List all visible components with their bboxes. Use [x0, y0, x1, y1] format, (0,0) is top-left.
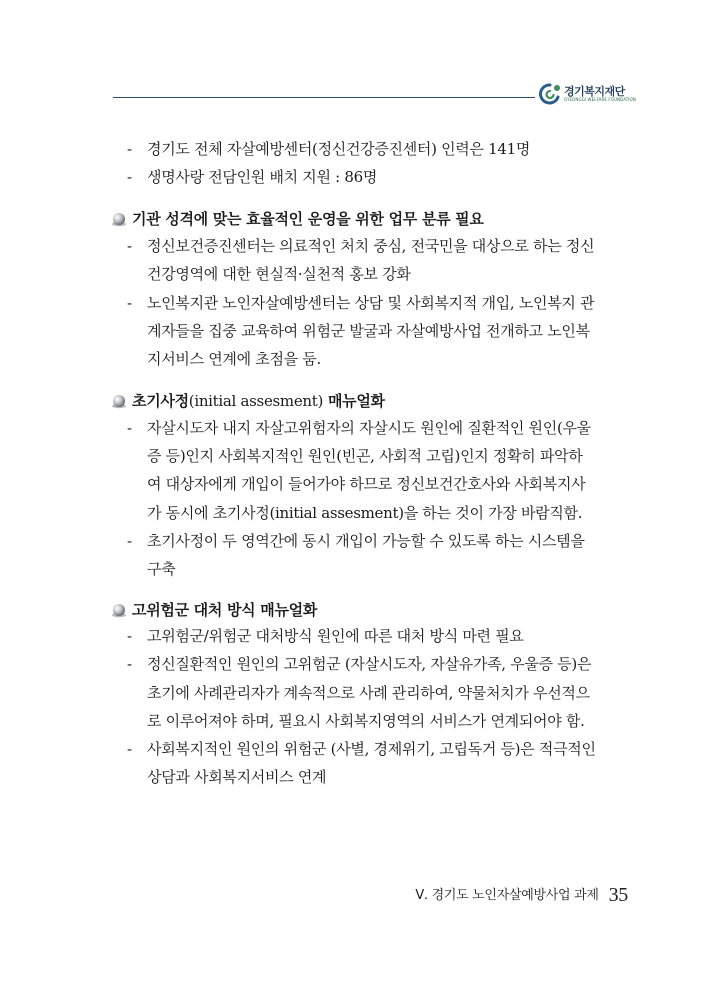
list-item-continuation: 증 등)인지 사회복지적인 원인(빈곤, 사회적 고립)인지 정확히 파악하: [147, 447, 583, 465]
page-number: 35: [608, 884, 628, 906]
list-item-continuation: 여 대상자에게 개입이 들어가야 하므로 정신보건간호사와 사회복지사: [147, 475, 586, 493]
list-item: - 경기도 전체 자살예방센터(정신건강증진센터) 인력은 141명: [127, 140, 531, 158]
sphere-bullet-icon: [110, 600, 132, 620]
section-heading: 고위험군 대처 방식 매뉴얼화: [110, 599, 317, 620]
sphere-bullet-icon: [110, 209, 132, 229]
logo-english: GYEONGGI WELFARE FOUNDATION: [564, 97, 636, 102]
section-heading: 초기사정(initial assesment) 매뉴얼화: [110, 390, 385, 411]
page-footer: [415, 884, 628, 907]
list-item: - 초기사정이 두 영역간에 동시 개입이 가능할 수 있도록 하는 시스템을: [127, 532, 585, 550]
foundation-logo: [537, 82, 647, 106]
list-item-continuation: 로 이루어져야 하며, 필요시 사회복지영역의 서비스가 연계되어야 함.: [147, 712, 585, 730]
list-item-continuation: 상담과 사회복지서비스 연계: [147, 768, 327, 786]
section-heading: 기관 성격에 맞는 효율적인 운영을 위한 업무 분류 필요: [110, 208, 484, 229]
list-item: - 정신질환적인 원인의 고위험군 (자살시도자, 자살유가족, 우울증 등)은: [127, 655, 592, 673]
list-item-continuation: 건강영역에 대한 현실적·실천적 홍보 강화: [147, 265, 411, 283]
foundation-logo-icon: [537, 82, 563, 106]
list-item-continuation: 가 동시에 초기사정(initial assesment)을 하는 것이 가장 바람직함.: [147, 504, 583, 522]
list-item-continuation: 초기에 사례관리자가 계속적으로 사례 관리하여, 약물처치가 우선적으: [147, 684, 590, 702]
list-item: - 사회복지적인 원인의 위험군 (사별, 경제위기, 고립독거 등)은 적극적인: [127, 740, 596, 758]
list-item-continuation: 지서비스 연계에 초점을 둠.: [147, 350, 321, 368]
list-item: - 고위험군/위험군 대처방식 원인에 따른 대처 방식 마련 필요: [127, 627, 524, 645]
list-item: - 노인복지관 노인자살예방센터는 상담 및 사회복지적 개입, 노인복지 관: [127, 294, 595, 312]
list-item: - 생명사랑 전담인원 배치 지원 : 86명: [127, 168, 378, 186]
header-rule: [113, 97, 535, 98]
list-item-continuation: 계자들을 집중 교육하여 위험군 발굴과 자살예방사업 전개하고 노인복: [147, 322, 590, 340]
sphere-bullet-icon: [110, 391, 132, 411]
list-item-continuation: 구축: [147, 560, 176, 578]
list-item: - 정신보건증진센터는 의료적인 처치 중심, 전국민을 대상으로 하는 정신: [127, 237, 595, 255]
footer-chapter: Ⅴ. 경기도 노인자살예방사업 과제: [415, 888, 599, 903]
logo-name: 경기복지재단: [564, 85, 625, 98]
list-item: - 자살시도자 내지 자살고위험자의 자살시도 원인에 질환적인 원인(우울: [127, 419, 591, 437]
